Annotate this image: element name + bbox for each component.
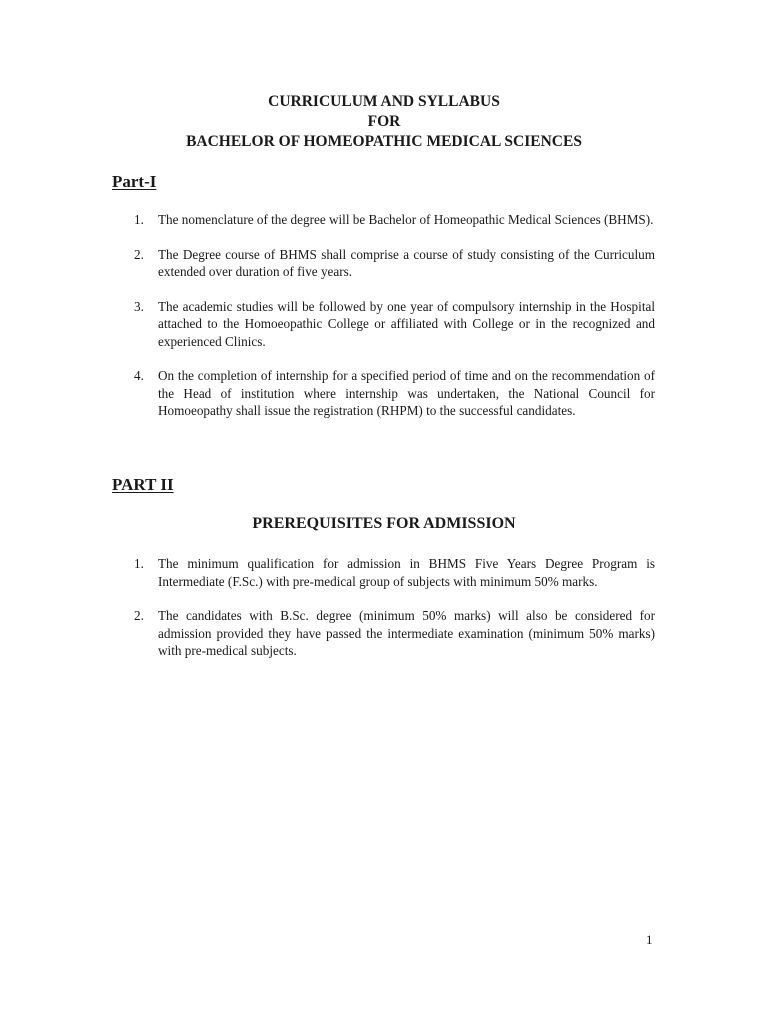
list-item-text: The nomenclature of the degree will be Bachelor of Homeopathic Medical Sciences (BHMS). [158,212,654,227]
part2-heading: PART II [112,475,174,494]
list-item-number: 3. [134,298,144,314]
list-item [112,555,655,590]
title-line-3: BACHELOR OF HOMEOPATHIC MEDICAL SCIENCES [186,133,582,150]
title-line-2: FOR [367,113,401,130]
list-item-text: The minimum qualification for admission in BHMS Five Years Degree Program is Intermediate (F.Sc.) with pre-medical group of subjects with minimum 50% marks. [158,556,655,589]
list-item-number: 4. [134,368,144,383]
part1-list [112,211,655,437]
list-item-number: 2. [134,246,144,262]
list-item-text: The candidates with B.Sc. degree (minimum 50% marks) will also be considered for admission provided they have passed the intermediate examination (minimum 50% marks) with pre-medical subjects. [158,608,655,658]
list-item [112,246,655,281]
list-item [112,367,655,420]
list-item-number: 1. [134,556,144,571]
list-item [112,607,655,660]
document-title [0,92,768,152]
list-item-number: 2. [134,608,144,623]
page-number: 1 [646,932,653,947]
list-item [112,211,655,229]
list-item-text: The Degree course of BHMS shall comprise a course of study consisting of the Curriculum extended over duration of five years. [158,246,655,279]
part2-subheading: PREREQUISITES FOR ADMISSION [252,515,516,532]
part2-list [112,555,655,677]
list-item-text: On the completion of internship for a specified period of time and on the recommendation of the Head of institution where internship was undertaken, the National Council for Homoeopathy shall issue the registration (RHPM) to the successful candidates. [158,368,655,418]
list-item-text: The academic studies will be followed by one year of compulsory internship in the Hospital attached to the Homoeopathic College or affiliated with College or in the recognized and experienced Clinics. [158,298,655,349]
list-item [112,298,655,351]
list-item-number: 1. [134,212,144,227]
part1-heading: Part-I [112,172,157,191]
title-line-1: CURRICULUM AND SYLLABUS [268,93,500,110]
